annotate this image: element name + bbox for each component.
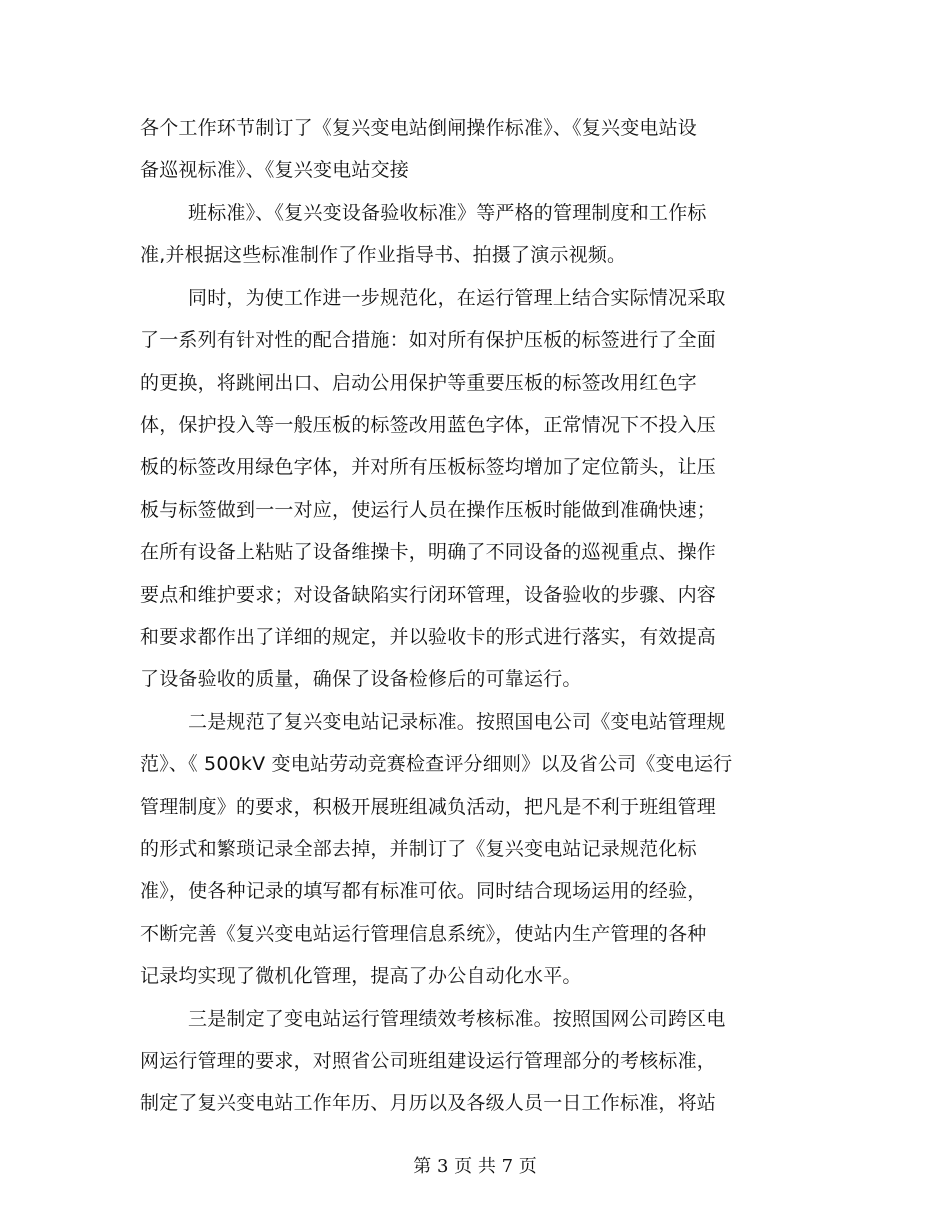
text-line: 各个工作环节制订了《复兴变电站倒闸操作标准》、《复兴变电站设: [140, 117, 698, 139]
text-line: 的更换，将跳闸出口、启动公用保护等重要压板的标签改用红色字: [140, 372, 697, 394]
text-line: 板的标签改用绿色字体，并对所有压板标签均增加了定位箭头，让压: [140, 456, 717, 478]
text-line: 范》、《 500kV 变电站劳动竞赛检查评分细则》以及省公司《变电运行: [140, 753, 733, 775]
text-line: 在所有设备上粘贴了设备维操卡，明确了不同设备的巡视重点、操作: [140, 541, 717, 563]
text-line: 的形式和繁琐记录全部去掉，并制订了《复兴变电站记录规范化标: [140, 838, 697, 860]
text-line: 了设备验收的质量，确保了设备检修后的可靠运行。: [140, 668, 582, 690]
text-line: 不断完善《复兴变电站运行管理信息系统》，使站内生产管理的各种: [140, 923, 707, 945]
text-line: 网运行管理的要求，对照省公司班组建设运行管理部分的考核标准，: [140, 1050, 717, 1072]
page-number-footer: 第 3 页 共 7 页: [413, 1156, 537, 1177]
text-line: 备巡视标准》、《复兴变电站交接: [140, 159, 410, 181]
text-line: 了一系列有针对性的配合措施：如对所有保护压板的标签进行了全面: [140, 329, 717, 351]
text-line: 要点和维护要求；对设备缺陷实行闭环管理，设备验收的步骤、内容: [140, 584, 717, 606]
text-line: 准》，使各种记录的填写都有标准可依。同时结合现场运用的经验，: [140, 880, 707, 902]
text-line: 管理制度》的要求，积极开展班组减负活动，把凡是不利于班组管理: [140, 796, 717, 818]
text-line: 记录均实现了微机化管理，提高了办公自动化水平。: [140, 965, 582, 987]
text-line: 二是规范了复兴变电站记录标准。按照国电公司《变电站管理规: [188, 711, 726, 733]
text-line: 同时，为使工作进一步规范化，在运行管理上结合实际情况采取: [188, 287, 726, 309]
text-line: 板与标签做到一一对应，使运行人员在操作压板时能做到准确快速；: [140, 499, 717, 521]
text-line: 准,并根据这些标准制作了作业指导书、拍摄了演示视频。: [140, 244, 627, 266]
text-line: 制定了复兴变电站工作年历、月历以及各级人员一日工作标准，将站: [140, 1092, 717, 1114]
text-line: 体，保护投入等一般压板的标签改用蓝色字体，正常情况下不投入压: [140, 414, 717, 436]
text-line: 班标准》、《复兴变设备验收标准》等严格的管理制度和工作标: [188, 202, 707, 224]
text-line: 三是制定了变电站运行管理绩效考核标准。按照国网公司跨区电: [188, 1008, 726, 1030]
text-line: 和要求都作出了详细的规定，并以验收卡的形式进行落实，有效提高: [140, 626, 717, 648]
